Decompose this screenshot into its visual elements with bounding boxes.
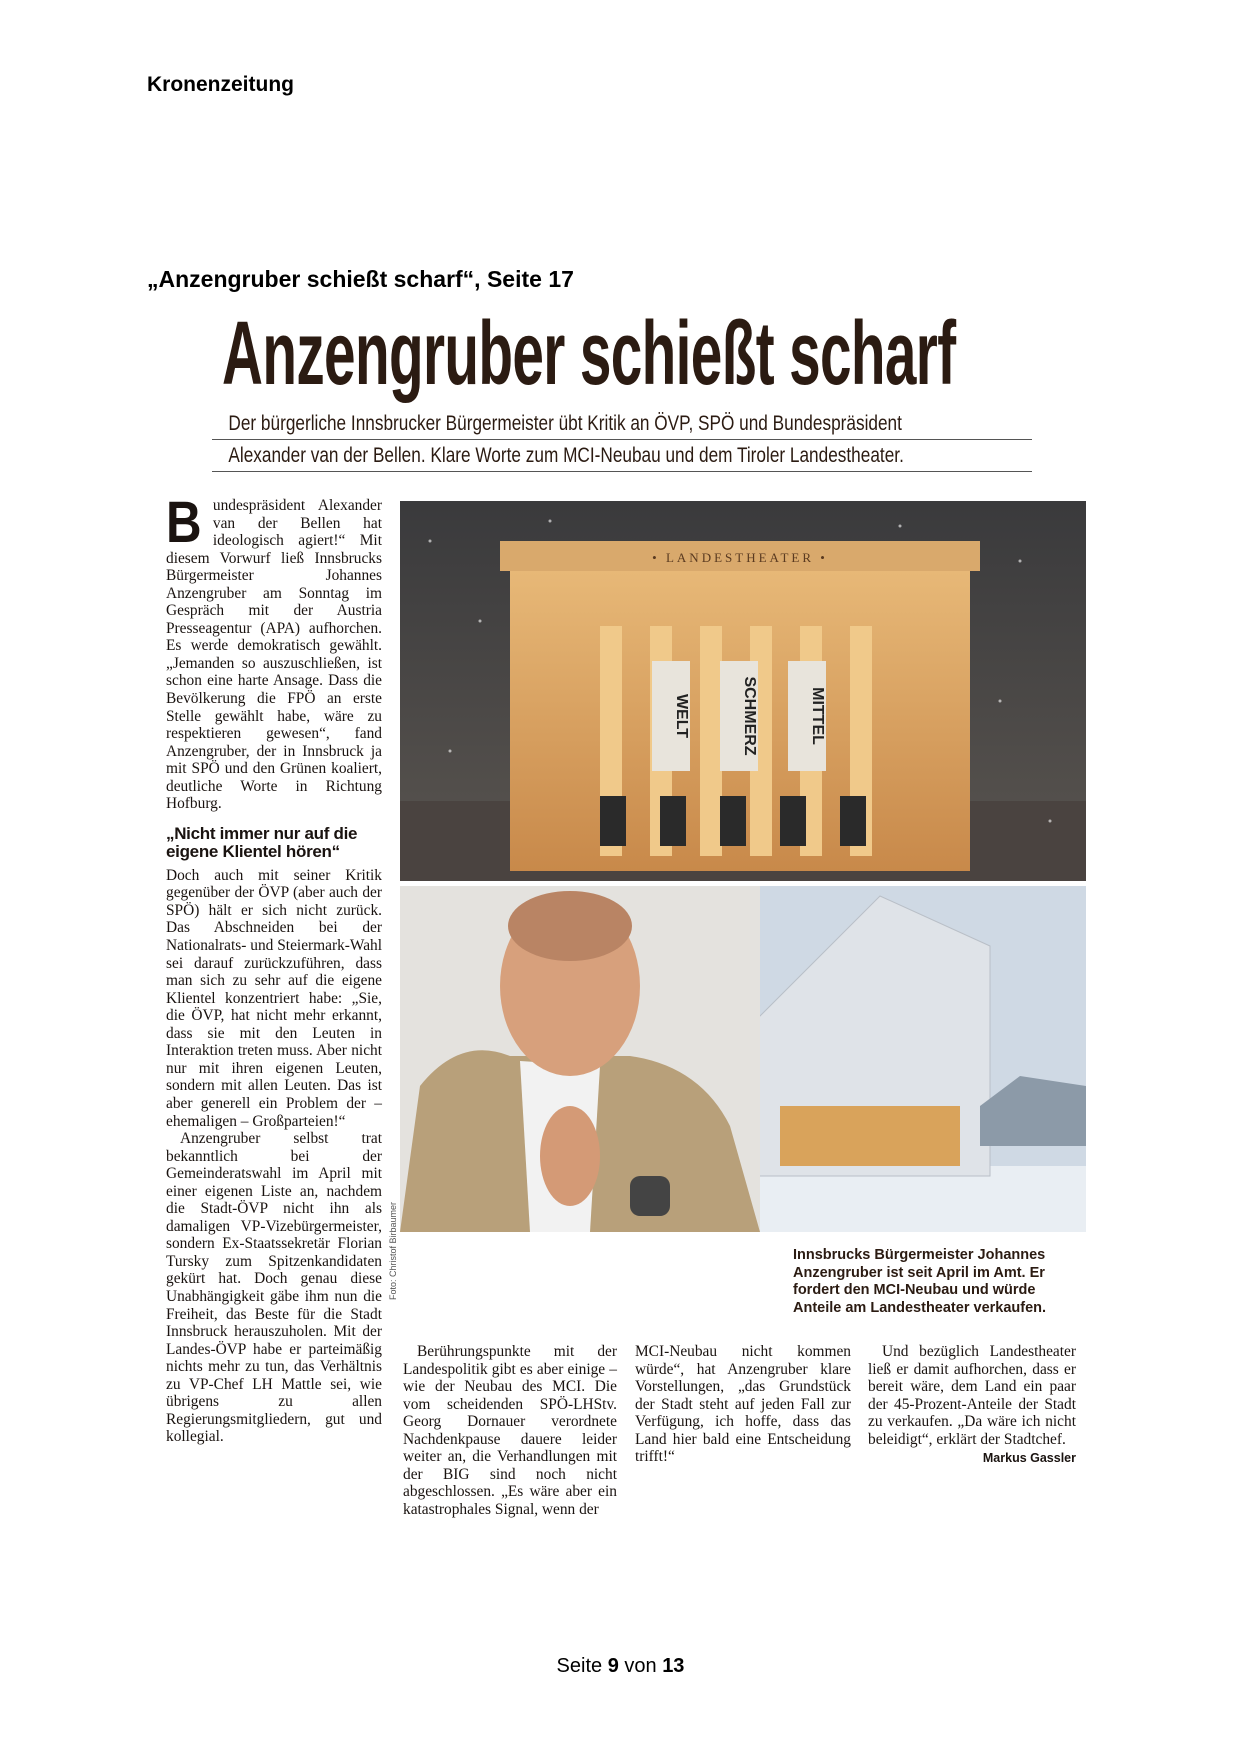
landestheater-photo bbox=[400, 501, 1086, 881]
photo-caption: Innsbrucks Bürgermeister Johannes Anzengruber ist seit April im Amt. Er fordert den MCI-Neubau und würde Anteile am Landestheater verkaufen. bbox=[793, 1247, 1047, 1316]
deck-text-2: Alexander van der Bellen. Klare Worte zum MCI-Neubau und dem Tiroler Landestheater. bbox=[228, 444, 904, 467]
paragraph-4-continued: MCI-Neubau nicht kommen würde“, hat Anzengruber klare Vorstellungen, „das Grundstück der Stadt steht auf jeden Fall zur Verfügung, ich hoffe, dass das Land hier bald eine Entscheidung trifft!“ bbox=[635, 1343, 851, 1466]
banner-2: SCHMERZ bbox=[741, 676, 758, 756]
paragraph-1: undespräsident Alexander van der Bellen hat ideologisch agiert!“ Mit diesem Vorwurf ließ Innsbrucks Bürgermeister Johannes Anzengruber am Sonntag im Gespräch mit der Austria Presseagentur (APA) aufhorchen. Es werde demokratisch gewählt. „Jemanden so auszuschließen, ist schon eine harte Ansage. Dass die Bevölkerung die FPÖ an erste Stelle gewählt habe, wäre zu respektieren gewesen“, fand Anzengruber, der in Innsbruck ja mit SPÖ und den Grünen koaliert, deutliche Worte in Richtung Hofburg. bbox=[166, 497, 382, 813]
paragraph-5: Und bezüglich Landestheater ließ er damit aufhorchen, dass er bereit wäre, dem Land ein paar der 45-Prozent-Anteile der Stadt zu verkaufen. „Da wäre ich nicht beleidigt“, erklärt der Stadtchef. bbox=[868, 1343, 1076, 1448]
photo-credit: Foto: Christof Birbaumer bbox=[388, 1201, 398, 1300]
deck-line-2 bbox=[212, 442, 1032, 472]
headline-text: Anzengruber schießt scharf bbox=[222, 304, 956, 404]
headline bbox=[222, 304, 1022, 404]
paragraph-3: Anzengruber selbst trat bekanntlich bei der Gemeinderatswahl im April mit einer eigenen Liste an, nachdem die Stadt-ÖVP nicht ihn als damaligen VP-Vizebürgermeister, sondern Ex-Staatssekretär Florian Tursky zum Spitzenkandidaten gekürt hat. Doch genau diese Unabhängigkeit gäbe ihm nun die Freiheit, das Beste für die Stadt Innsbruck herauszuholen. Mit der Landes-ÖVP habe er parteimäßig nichts mehr zu tun, das Verhältnis zu VP-Chef LH Mattle sei, wie übrigens zu allen Regierungsmitgliedern, gut und kollegial. bbox=[166, 1130, 382, 1446]
article-column-2 bbox=[403, 1343, 617, 1518]
banner-1: WELT bbox=[673, 693, 690, 739]
article-column-3 bbox=[635, 1343, 851, 1466]
total-pages: 13 bbox=[662, 1655, 685, 1677]
article-column-4 bbox=[868, 1343, 1076, 1468]
banner-3: MITTEL bbox=[809, 687, 826, 745]
mci-and-mayor-photo bbox=[400, 886, 1086, 1232]
paragraph-2: Doch auch mit seiner Kritik gegenüber der ÖVP (aber auch der SPÖ) hält er sich nicht zurück. Das Abschneiden bei der Nationalrats- und Steiermark-Wahl sei darauf zurückzuführen, dass man sich zu sehr auf die eigene Klientel konzentriert habe: „Sie, die ÖVP, hat nicht mehr erkannt, dass sie mit den Leuten in Interaktion treten muss. Aber nicht nur mit ihren eigenen Leuten, sondern mit allen Leuten. Das ist aber generell ein Problem der – ehemaligen – Großparteien!“ bbox=[166, 866, 382, 1130]
deck-text-1: Der bürgerliche Innsbrucker Bürgermeister übt Kritik an ÖVP, SPÖ und Bundespräsident bbox=[228, 412, 902, 435]
page-footer bbox=[0, 1655, 1241, 1678]
source-label: Kronenzeitung bbox=[147, 73, 294, 96]
article-reference: „Anzengruber schießt scharf“, Seite 17 bbox=[147, 266, 574, 292]
footer-prefix: Seite bbox=[556, 1655, 608, 1677]
footer-middle: von bbox=[618, 1655, 663, 1677]
current-page: 9 bbox=[607, 1655, 619, 1677]
author: Markus Gassler bbox=[982, 1451, 1076, 1466]
article-column-1 bbox=[166, 490, 382, 1446]
subheading: „Nicht immer nur auf die eigene Klientel hören“ bbox=[166, 823, 358, 861]
deck-line-1 bbox=[212, 410, 1032, 440]
theater-sign: • LANDESTHEATER • bbox=[652, 550, 828, 565]
drop-cap: B bbox=[166, 490, 202, 555]
paragraph-4: Berührungspunkte mit der Landespolitik gibt es aber einige – wie der Neubau des MCI. Die vom scheidenden SPÖ-LHStv. Georg Dornauer verordnete Nachdenkpause dauere leider weiter an, die Verhandlungen mit der BIG sind noch nicht abgeschlossen. „Es wäre aber ein katastrophales Signal, wenn der bbox=[403, 1343, 617, 1518]
